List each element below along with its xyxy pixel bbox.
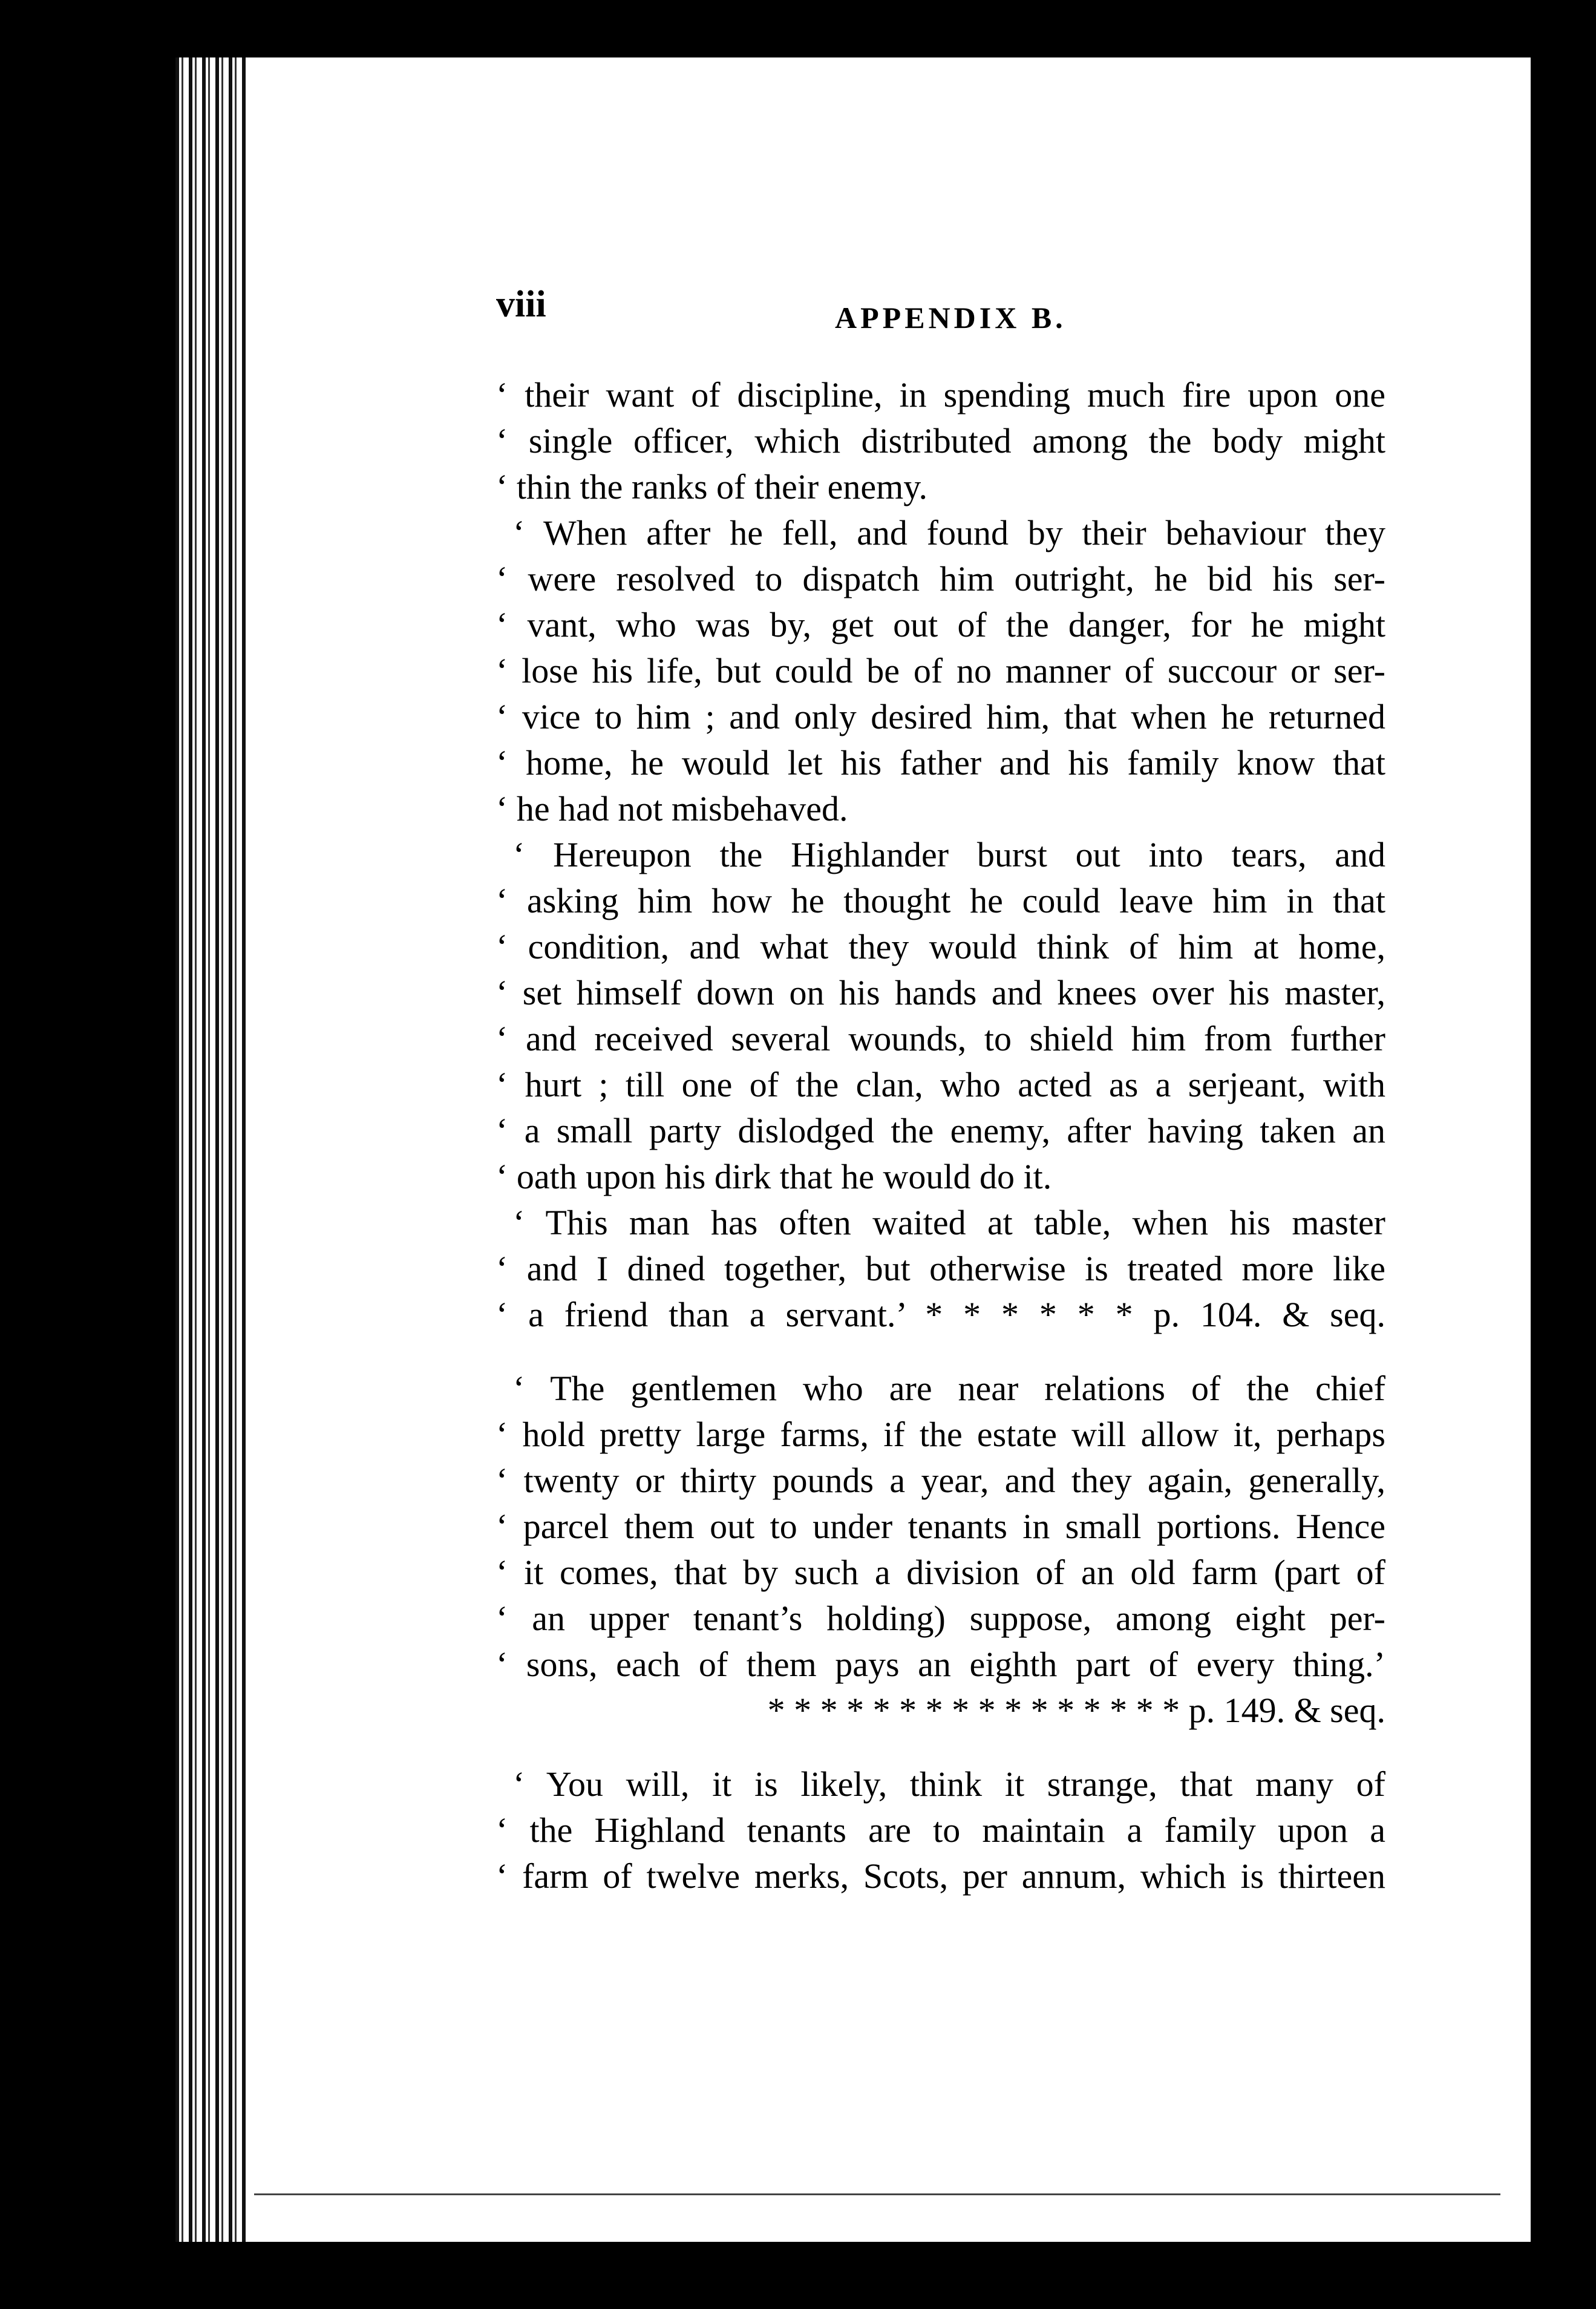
text-line: ‘ You will, it is likely, think it strange, that many of xyxy=(513,1764,1385,1804)
text-line: ‘ single officer, which distributed among the body might xyxy=(496,421,1385,460)
text-line: ‘ an upper tenant’s holding) suppose, among eight per- xyxy=(496,1599,1385,1638)
text-line: ‘ home, he would let his father and his family know that xyxy=(496,743,1385,782)
text-line: * * * * * * * * * * * * * * * * p. 149. & seq. xyxy=(767,1691,1385,1730)
text-line: ‘ were resolved to dispatch him outright, he bid his ser- xyxy=(496,559,1385,598)
scan-edge xyxy=(1531,57,1549,2242)
page-header xyxy=(496,283,1379,356)
text-line: ‘ parcel them out to under tenants in small portions. Hence xyxy=(496,1507,1385,1546)
text-line: ‘ This man has often waited at table, when his master xyxy=(513,1203,1385,1242)
text-line: ‘ a friend than a servant.’ * * * * * * p. 104. & seq. xyxy=(496,1295,1385,1334)
text-line: ‘ farm of twelve merks, Scots, per annum, which is thirteen xyxy=(496,1856,1385,1896)
page-bottom-edge xyxy=(254,2193,1500,2195)
text-line: ‘ hurt ; till one of the clan, who acted as a serjeant, with xyxy=(496,1065,1385,1104)
page-gutter xyxy=(175,57,248,2242)
text-line: ‘ Hereupon the Highlander burst out into tears, and xyxy=(513,835,1385,874)
text-line: ‘ The gentlemen who are near relations of the chief xyxy=(513,1369,1385,1408)
text-line: ‘ set himself down on his hands and knees over his master, xyxy=(496,973,1385,1012)
text-line: ‘ condition, and what they would think of him at home, xyxy=(496,927,1385,966)
page-number: viii xyxy=(496,284,546,325)
text-line: ‘ oath upon his dirk that he would do it. xyxy=(496,1157,1052,1196)
text-line: ‘ the Highland tenants are to maintain a family upon a xyxy=(496,1810,1385,1850)
text-line: ‘ vice to him ; and only desired him, that when he returned xyxy=(496,697,1385,736)
text-line: ‘ their want of discipline, in spending much fire upon one xyxy=(496,375,1385,414)
text-line: ‘ he had not misbehaved. xyxy=(496,789,848,828)
paragraph-gap xyxy=(496,1338,1385,1366)
text-line: ‘ it comes, that by such a division of an old farm (part of xyxy=(496,1553,1385,1592)
text-line: ‘ vant, who was by, get out of the danger, for he might xyxy=(496,605,1385,644)
text-line: ‘ lose his life, but could be of no manner of succour or ser- xyxy=(496,651,1385,690)
body-text xyxy=(496,372,1385,1899)
text-line: ‘ sons, each of them pays an eighth part of every thing.’ xyxy=(496,1645,1385,1684)
text-line: ‘ a small party dislodged the enemy, after having taken an xyxy=(496,1111,1385,1150)
text-line: ‘ thin the ranks of their enemy. xyxy=(496,467,927,506)
text-line: ‘ hold pretty large farms, if the estate will allow it, perhaps xyxy=(496,1415,1385,1454)
text-line: ‘ and received several wounds, to shield him from further xyxy=(496,1019,1385,1058)
running-head: APPENDIX B. xyxy=(835,301,1067,335)
paragraph-gap xyxy=(496,1734,1385,1761)
text-line: ‘ asking him how he thought he could leave him in that xyxy=(496,881,1385,920)
text-line: ‘ twenty or thirty pounds a year, and they again, generally, xyxy=(496,1461,1385,1500)
text-line: ‘ and I dined together, but otherwise is treated more like xyxy=(496,1249,1385,1288)
text-line: ‘ When after he fell, and found by their behaviour they xyxy=(513,513,1385,552)
